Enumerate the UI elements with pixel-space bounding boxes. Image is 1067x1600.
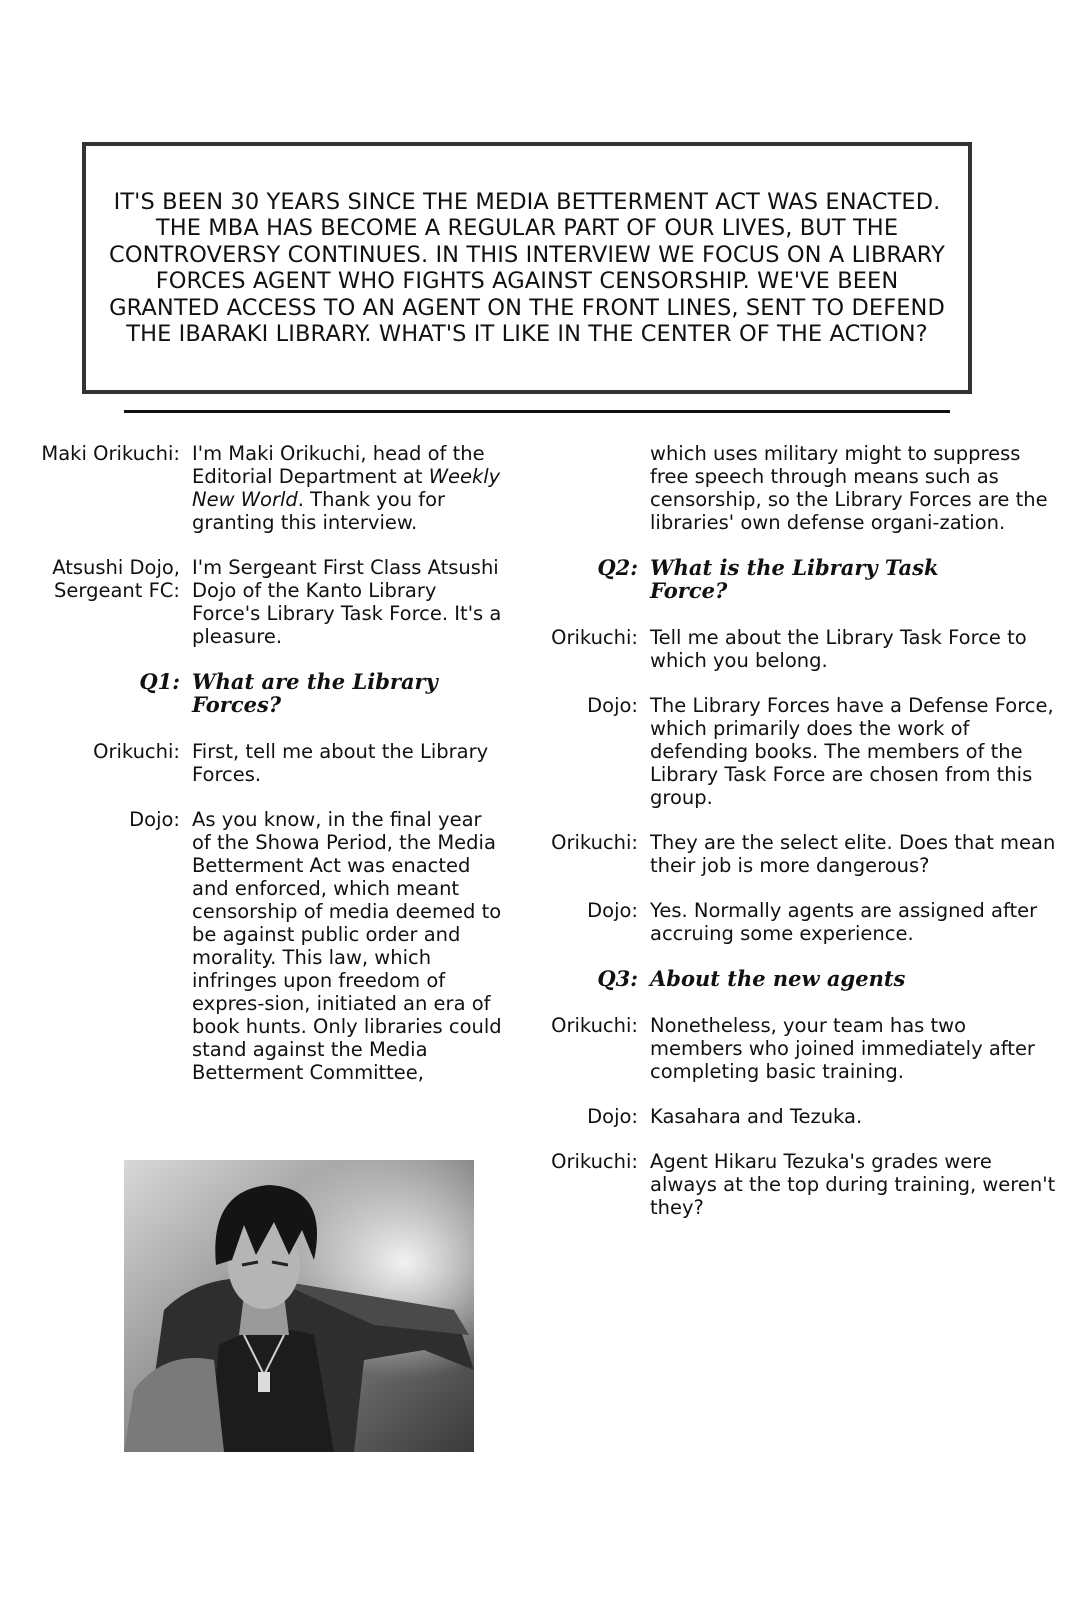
question-heading (520, 967, 1067, 990)
speech-text: Nonetheless, your team has two members who joined immediately after completing basic training. (650, 1014, 1035, 1083)
speech-text: Yes. Normally agents are assigned after accruing some experience. (650, 899, 1038, 945)
question-heading (520, 556, 1067, 602)
speaker-name: Dojo: (587, 1105, 638, 1128)
dialogue-entry (0, 740, 520, 786)
speaker-name: Orikuchi: (551, 626, 638, 649)
speech-text: As you know, in the final year of the Showa Period, the Media Betterment Act was enacted and enforced, which meant censorship of media deemed to be against public order and morality. This law, which infringes upon freedom of expres-sion, initiated an era of book hunts. Only libraries could stand against the Media Betterment Committee, (192, 808, 502, 1084)
speaker-name: Orikuchi: (551, 1014, 638, 1037)
publication-title: Weekly New World (192, 465, 501, 511)
divider-rule (124, 410, 950, 413)
illustration-artwork (124, 1160, 474, 1452)
question-label: Q3: (597, 966, 638, 991)
dialogue-entry (0, 556, 520, 648)
dialogue-entry (520, 1105, 1067, 1128)
dialogue-entry (0, 442, 520, 534)
speech-text: Kasahara and Tezuka. (650, 1105, 863, 1128)
speaker-name: Dojo: (587, 899, 638, 922)
question-label: Q1: (139, 669, 180, 694)
speaker-name: Orikuchi: (93, 740, 180, 763)
speaker-name: Orikuchi: (551, 831, 638, 854)
speaker-name: Dojo: (129, 808, 180, 831)
question-title: What are the Library Forces? (192, 669, 438, 717)
left-column (0, 442, 520, 1106)
question-label: Q2: (597, 555, 638, 580)
dialogue-entry (520, 1014, 1067, 1083)
speaker-name: Atsushi Dojo, Sergeant FC: (52, 556, 180, 602)
speech-continuation: which uses military might to suppress free speech through means such as censorship, so the Library Forces are the libraries' own defense organi-zation. (650, 442, 1048, 534)
speech-text: I'm Maki Orikuchi, head of the Editorial Department at Weekly New World. Thank you for granting this interview. (192, 442, 501, 534)
dialogue-entry (520, 899, 1067, 945)
dialogue-entry (520, 626, 1067, 672)
dialogue-entry (520, 694, 1067, 809)
speech-text: The Library Forces have a Defense Force, which primarily does the work of defending books. The members of the Library Task Force are chosen from this group. (650, 694, 1054, 809)
character-illustration (124, 1160, 474, 1452)
speech-text: Agent Hikaru Tezuka's grades were always at the top during training, weren't they? (650, 1150, 1056, 1219)
speech-text: I'm Sergeant First Class Atsushi Dojo of the Kanto Library Force's Library Task Force. It's a pleasure. (192, 556, 502, 648)
speaker-name: Dojo: (587, 694, 638, 717)
question-heading (0, 670, 520, 716)
speaker-name: Orikuchi: (551, 1150, 638, 1173)
dialogue-entry (520, 1150, 1067, 1219)
question-title: What is the Library Task Force? (650, 555, 939, 603)
right-column (520, 442, 1067, 1241)
question-title: About the new agents (650, 966, 906, 991)
speech-text: Tell me about the Library Task Force to which you belong. (650, 626, 1027, 672)
speech-text: They are the select elite. Does that mean their job is more dangerous? (650, 831, 1056, 877)
speaker-name: Maki Orikuchi: (41, 442, 180, 465)
speech-text: First, tell me about the Library Forces. (192, 740, 489, 786)
intro-text: IT'S BEEN 30 YEARS SINCE THE MEDIA BETTERMENT ACT WAS ENACTED. THE MBA HAS BECOME A REGULAR PART OF OUR LIVES, BUT THE CONTROVERSY CONTINUES. IN THIS INTERVIEW WE FOCUS ON A LIBRARY FORCES AGENT WHO FIGHTS AGAINST CENSORSHIP. WE'VE BEEN GRANTED ACCESS TO AN AGENT ON THE FRONT LINES, SENT TO DEFEND THE IBARAKI LIBRARY. WHAT'S IT LIKE IN THE CENTER OF THE ACTION? (109, 188, 945, 347)
intro-box (82, 142, 972, 394)
dialogue-entry (0, 808, 520, 1084)
dialogue-entry (520, 831, 1067, 877)
